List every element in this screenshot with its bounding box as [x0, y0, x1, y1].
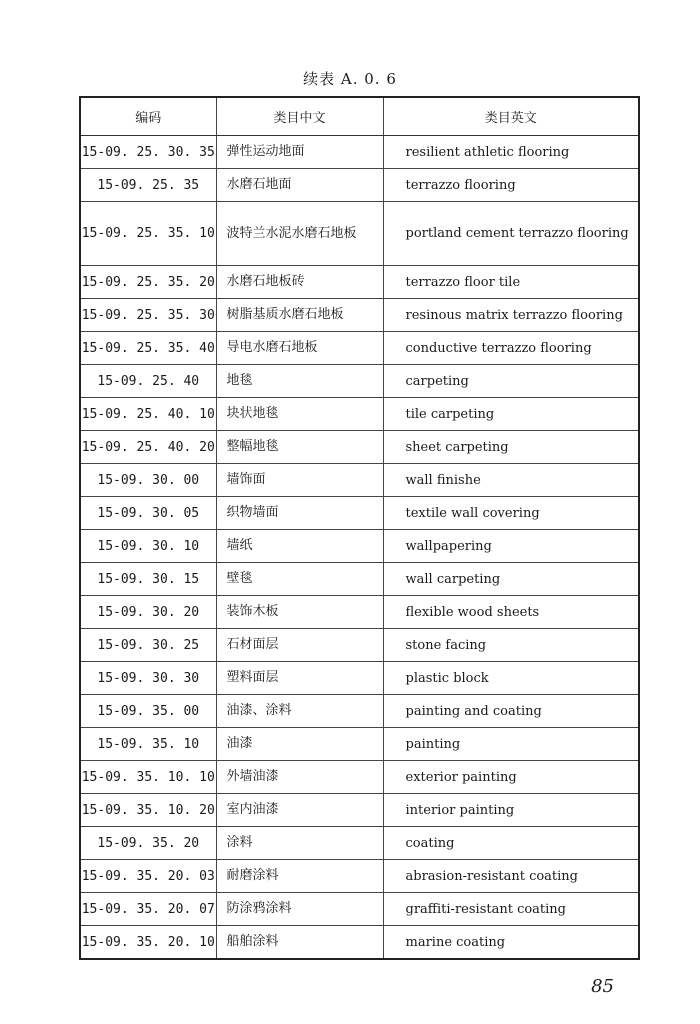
cell-english: sheet carpeting [383, 431, 639, 464]
cell-english: resilient athletic flooring [383, 136, 639, 169]
table-row [80, 827, 639, 860]
cell-code: 15-09. 30. 15 [80, 563, 216, 596]
table-row [80, 497, 639, 530]
cell-english: conductive terrazzo flooring [383, 332, 639, 365]
cell-english: painting [383, 728, 639, 761]
cell-chinese: 耐磨涂料 [216, 860, 383, 893]
cell-chinese: 水磨石地板砖 [216, 266, 383, 299]
cell-chinese: 涂料 [216, 827, 383, 860]
cell-code: 15-09. 30. 25 [80, 629, 216, 662]
cell-chinese: 导电水磨石地板 [216, 332, 383, 365]
table-row [80, 563, 639, 596]
cell-code: 15-09. 35. 10. 20 [80, 794, 216, 827]
table-row [80, 695, 639, 728]
cell-code: 15-09. 25. 35. 10 [80, 202, 216, 266]
table-row [80, 860, 639, 893]
table-row [80, 794, 639, 827]
cell-chinese: 石材面层 [216, 629, 383, 662]
cell-chinese: 船舶涂料 [216, 926, 383, 960]
cell-english: tile carpeting [383, 398, 639, 431]
cell-english: textile wall covering [383, 497, 639, 530]
table-row [80, 365, 639, 398]
cell-chinese: 波特兰水泥水磨石地板 [216, 202, 383, 266]
cell-code: 15-09. 25. 35. 40 [80, 332, 216, 365]
cell-chinese: 防涂鸦涂料 [216, 893, 383, 926]
table-row [80, 169, 639, 202]
table-row [80, 202, 639, 266]
cell-code: 15-09. 25. 40. 20 [80, 431, 216, 464]
cell-chinese: 装饰木板 [216, 596, 383, 629]
cell-english: carpeting [383, 365, 639, 398]
cell-code: 15-09. 25. 35 [80, 169, 216, 202]
cell-english: portland cement terrazzo flooring [383, 202, 639, 266]
table-row [80, 299, 639, 332]
cell-english: wall finishe [383, 464, 639, 497]
cell-code: 15-09. 25. 40 [80, 365, 216, 398]
classification-table [79, 96, 640, 960]
cell-chinese: 水磨石地面 [216, 169, 383, 202]
table-row [80, 596, 639, 629]
cell-english: wall carpeting [383, 563, 639, 596]
header-code: 编码 [80, 97, 216, 136]
cell-english: marine coating [383, 926, 639, 960]
cell-code: 15-09. 30. 10 [80, 530, 216, 563]
cell-english: exterior painting [383, 761, 639, 794]
table-title: 续表 A. 0. 6 [303, 70, 397, 88]
cell-chinese: 块状地毯 [216, 398, 383, 431]
cell-chinese: 壁毯 [216, 563, 383, 596]
cell-english: coating [383, 827, 639, 860]
table-row [80, 530, 639, 563]
header-chinese: 类目中文 [216, 97, 383, 136]
page-number: 85 [591, 976, 614, 997]
cell-chinese: 塑料面层 [216, 662, 383, 695]
cell-chinese: 室内油漆 [216, 794, 383, 827]
cell-code: 15-09. 35. 20. 03 [80, 860, 216, 893]
table-header-row [80, 97, 639, 136]
cell-chinese: 油漆 [216, 728, 383, 761]
cell-english: stone facing [383, 629, 639, 662]
cell-code: 15-09. 25. 35. 20 [80, 266, 216, 299]
cell-code: 15-09. 25. 40. 10 [80, 398, 216, 431]
cell-english: interior painting [383, 794, 639, 827]
table-row [80, 332, 639, 365]
cell-code: 15-09. 30. 30 [80, 662, 216, 695]
cell-code: 15-09. 35. 20. 07 [80, 893, 216, 926]
cell-code: 15-09. 30. 20 [80, 596, 216, 629]
cell-chinese: 油漆、涂料 [216, 695, 383, 728]
table-row [80, 629, 639, 662]
header-english: 类目英文 [383, 97, 639, 136]
cell-chinese: 墙饰面 [216, 464, 383, 497]
cell-english: terrazzo floor tile [383, 266, 639, 299]
cell-chinese: 织物墙面 [216, 497, 383, 530]
cell-code: 15-09. 35. 20. 10 [80, 926, 216, 960]
table-row [80, 464, 639, 497]
table-row [80, 136, 639, 169]
cell-english: terrazzo flooring [383, 169, 639, 202]
cell-english: plastic block [383, 662, 639, 695]
cell-code: 15-09. 25. 35. 30 [80, 299, 216, 332]
cell-english: resinous matrix terrazzo flooring [383, 299, 639, 332]
cell-chinese: 树脂基质水磨石地板 [216, 299, 383, 332]
cell-english: painting and coating [383, 695, 639, 728]
cell-code: 15-09. 30. 00 [80, 464, 216, 497]
cell-english: wallpapering [383, 530, 639, 563]
table-row [80, 761, 639, 794]
table-row [80, 662, 639, 695]
cell-code: 15-09. 35. 00 [80, 695, 216, 728]
cell-code: 15-09. 35. 10 [80, 728, 216, 761]
cell-code: 15-09. 25. 30. 35 [80, 136, 216, 169]
table-row [80, 431, 639, 464]
cell-chinese: 弹性运动地面 [216, 136, 383, 169]
cell-code: 15-09. 30. 05 [80, 497, 216, 530]
cell-chinese: 墙纸 [216, 530, 383, 563]
table-row [80, 398, 639, 431]
cell-english: abrasion-resistant coating [383, 860, 639, 893]
table-row [80, 893, 639, 926]
table-row [80, 728, 639, 761]
cell-english: flexible wood sheets [383, 596, 639, 629]
cell-chinese: 整幅地毯 [216, 431, 383, 464]
cell-code: 15-09. 35. 10. 10 [80, 761, 216, 794]
cell-chinese: 外墙油漆 [216, 761, 383, 794]
cell-english: graffiti-resistant coating [383, 893, 639, 926]
cell-chinese: 地毯 [216, 365, 383, 398]
table-row [80, 266, 639, 299]
cell-code: 15-09. 35. 20 [80, 827, 216, 860]
table-row [80, 926, 639, 960]
